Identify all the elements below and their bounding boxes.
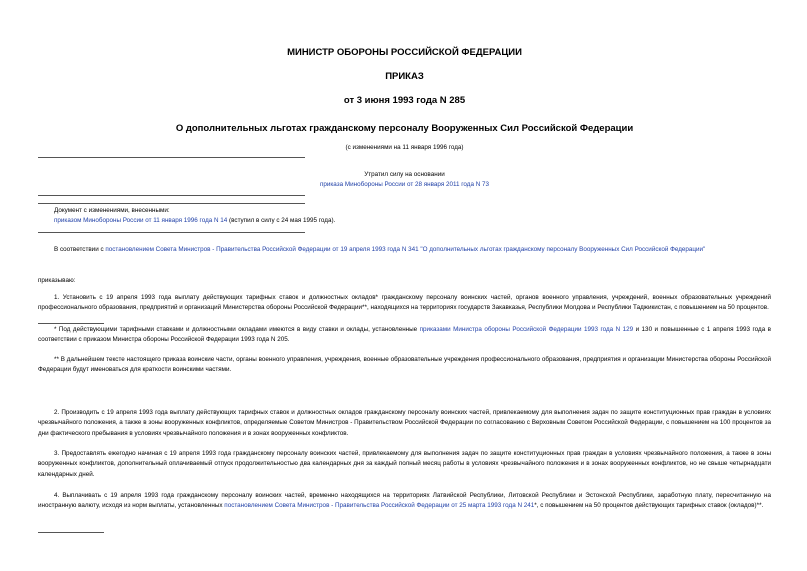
footnote-2: ** В дальнейшем тексте настоящего приказа воинские части, органы военного управления, учреждения, военные образовательные учреждения профессионального образования, предприятия и организации Министерства обороны Российской Федерации будут именоваться для краткости воинскими частями. [38, 356, 771, 374]
preamble [38, 245, 771, 255]
footnote-1-pre: * Под действующими тарифными ставками и должностными окладами имеются в виду ставки и оклады, установленные [54, 326, 420, 333]
orders-129-link[interactable]: приказами Министра обороны Российской Федерации 1993 года N 129 [419, 326, 634, 333]
amendments-note: (с изменениями на 11 января 1996 года) [345, 144, 464, 151]
divider [38, 203, 305, 204]
order-word: приказываю: [38, 277, 76, 284]
item-3: 3. Предоставлять ежегодно начиная с 19 апреля 1993 года гражданскому персоналу воинских частей, привлекаемому для выполнения задач по защите конституционных прав граждан в условиях чрезвычайного положения, а также в зоны вооруженных конфликтов, дополнительный оплачиваемый отпуск продолжительностью два календарных дня за каждый полный месяц работы в условиях чрезвычайного положения и в зонах вооруженных конфликтов, но не свыше четырнадцати календарных дней. [38, 450, 771, 478]
item-1: 1. Установить с 19 апреля 1993 года выплату действующих тарифных ставок и должностных окладов* гражданскому персоналу воинских частей, органов военного управления, учреждений, военных образовательных учреждений профессионального образования, предприятий и организаций Министерства обороны Российской Федерации**, находящихся на территориях государств Закавказья, Республики Молдова и Республики Таджикистан, с повышением на 50 процентов. [38, 294, 771, 312]
document-title: О дополнительных льготах гражданскому персоналу Вооруженных Сил Российской Федерации [175, 123, 634, 134]
date-number-heading: от 3 июня 1993 года N 285 [343, 95, 466, 106]
amending-order-link[interactable]: приказом Минобороны России от 11 января 1996 года N 14 [54, 217, 228, 224]
item-4-post: *, с повышением на 50 процентов действующих тарифных ставок (окладов)**. [534, 502, 764, 510]
preamble-pre: В соответствии с [54, 246, 106, 253]
government-decree-link[interactable]: постановлением Совета Министров - Правительства Российской Федерации от 19 апреля 1993 года N 341 "О дополнительных льготах гражданскому персоналу Вооруженных Сил Российской Федерации" [105, 246, 706, 253]
footnote-1 [38, 325, 771, 346]
footnote-1-post: и 130 и повышенные с 1 апреля 1993 года в соответствии с приказом Министра обороны Российской Федерации 1993 года N 205. [38, 326, 771, 344]
changes-label: Документ с изменениями, внесенными: [54, 207, 170, 214]
divider [38, 232, 305, 233]
status-line: Утратил силу на основании [364, 171, 445, 178]
doc-type-heading: ПРИКАЗ [385, 71, 424, 82]
divider [38, 195, 305, 196]
item-2: 2. Производить с 19 апреля 1993 года выплату действующих тарифных ставок и должностных окладов гражданскому персоналу воинских частей, привлекаемому для выполнения задач по защите конституционных прав граждан в условиях чрезвычайного положения, а также в зоны вооруженных конфликтов, определяемые Советом Министров - Правительством Российской Федерации по согласованию с Верховным Советом Российской Федерации, с повышением на 100 процентов за дни фактического пребывания в условиях чрезвычайного положения и в зонах вооруженных конфликтов. [38, 409, 771, 437]
ministry-heading: МИНИСТР ОБОРОНЫ РОССИЙСКОЙ ФЕДЕРАЦИИ [287, 47, 522, 58]
status-link-wrap [38, 181, 771, 188]
footnote-divider [38, 323, 104, 324]
changes-line [54, 216, 771, 226]
footnote-divider [38, 532, 104, 533]
changes-tail: (вступил в силу с 24 мая 1995 года). [227, 217, 336, 224]
decree-241-link[interactable]: постановлением Совета Министров - Правительства Российской Федерации от 25 марта 1993 года N 241 [224, 502, 535, 510]
item-4 [38, 491, 771, 512]
divider [38, 157, 305, 158]
item-4-pre: 4. Выплачивать с 19 апреля 1993 года гражданскому персоналу воинских частей, временно находящихся на территориях Латвийской Республики, Литовской Республики и Эстонской Республики, заработную плату, пересчитанную на иностранную валюту, исходя из норм выплаты, установленных [38, 492, 771, 510]
repeal-order-link[interactable]: приказа Минобороны России от 28 января 2011 года N 73 [319, 181, 490, 188]
